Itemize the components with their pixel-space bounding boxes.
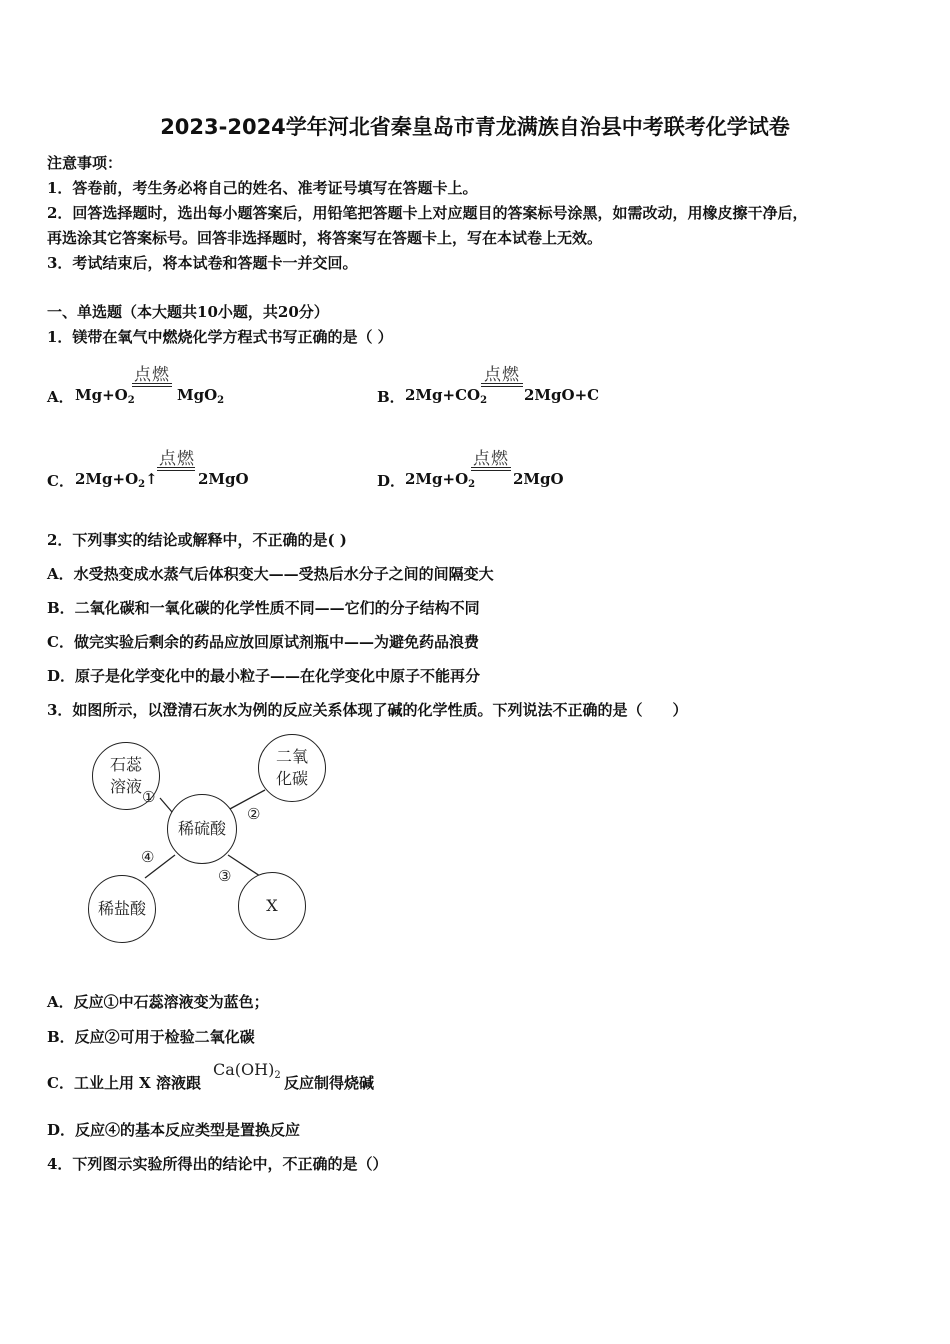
connector-1 <box>160 798 172 812</box>
label-reaction-4: ④ <box>141 848 155 866</box>
q3-option-b[interactable]: B．反应②可用于检验二氧化碳 <box>47 1028 255 1046</box>
equation-bar-bottom <box>471 470 511 471</box>
reaction-condition: 点燃 <box>134 365 170 385</box>
q4-stem: 4．下列图示实验所得出的结论中，不正确的是（） <box>47 1155 388 1173</box>
q3-stem: 3．如图所示，以澄清石灰水为例的反应关系体现了碱的化学性质。下列说法不正确的是（ ） <box>47 701 688 719</box>
equation-bar-bottom <box>132 386 172 387</box>
notice-item-2a: 2．回答选择题时，选出每小题答案后，用铅笔把答题卡上对应题目的答案标号涂黑，如需改动，用橡皮擦干净后， <box>47 204 808 222</box>
notice-item-2b: 再选涂其它答案标号。回答非选择题时，将答案写在答题卡上，写在本试卷上无效。 <box>47 229 603 247</box>
label-reaction-3: ③ <box>218 867 232 885</box>
option-label: D． <box>377 472 406 490</box>
equation-bar-bottom <box>481 386 523 387</box>
equation-products: 2MgO <box>513 470 564 488</box>
equation-bar-top <box>132 383 172 384</box>
equation-bar-top <box>471 467 511 468</box>
option-c-prefix: C．工业上用 X 溶液跟 <box>47 1074 202 1092</box>
page-title: 2023-2024学年河北省秦皇岛市青龙满族自治县中考联考化学试卷 <box>160 115 790 139</box>
q1-option-b[interactable] <box>377 360 677 406</box>
reaction-diagram <box>60 730 360 950</box>
q3-option-a[interactable]: A．反应①中石蕊溶液变为蓝色； <box>47 993 269 1011</box>
notice-item-1: 1．答卷前，考生务必将自己的姓名、准考证号填写在答题卡上。 <box>47 179 478 197</box>
reaction-condition: 点燃 <box>159 449 195 469</box>
connector-3 <box>228 855 260 876</box>
q2-option-b[interactable]: B．二氧化碳和一氧化碳的化学性质不同——它们的分子结构不同 <box>47 599 480 617</box>
reaction-condition: 点燃 <box>473 449 509 469</box>
label-reaction-2: ② <box>247 805 261 823</box>
q1-option-c[interactable] <box>47 444 347 490</box>
equation-products: 2MgO+C <box>524 386 600 404</box>
q2-option-a[interactable]: A．水受热变成水蒸气后体积变大——受热后水分子之间的间隔变大 <box>47 565 494 583</box>
equation-products: 2MgO <box>198 470 249 488</box>
q1-option-d[interactable] <box>377 444 677 490</box>
node-litmus: 石蕊 溶液 <box>92 742 160 810</box>
q2-stem: 2．下列事实的结论或解释中，不正确的是( ) <box>47 531 347 549</box>
node-center: 稀硫酸 <box>167 794 237 864</box>
equation-bar-bottom <box>157 470 195 471</box>
label-reaction-1: ① <box>142 788 156 806</box>
equation-reactants: $2Mg+CO_2$ <box>405 386 488 406</box>
node-x: X <box>238 872 306 940</box>
option-c-formula: $Ca(OH)_2$ <box>213 1060 281 1081</box>
node-hcl: 稀盐酸 <box>88 875 156 943</box>
equation-reactants: $2Mg+O_2$ <box>405 470 476 490</box>
q2-option-c[interactable]: C．做完实验后剩余的药品应放回原试剂瓶中——为避免药品浪费 <box>47 633 479 651</box>
reaction-condition: 点燃 <box>484 365 520 385</box>
equation-products: MgO$_2$ <box>177 386 225 406</box>
notice-item-3: 3．考试结束后，将本试卷和答题卡一并交回。 <box>47 254 358 272</box>
equation-reactants: $2Mg+O_2↑$ <box>75 470 158 490</box>
q3-option-d[interactable]: D．反应④的基本反应类型是置换反应 <box>47 1121 301 1139</box>
equation-bar-top <box>157 467 195 468</box>
equation-bar-top <box>481 383 523 384</box>
q1-stem: 1．镁带在氧气中燃烧化学方程式书写正确的是（ ） <box>47 328 393 346</box>
q1-option-a[interactable] <box>47 360 347 406</box>
option-label: A． <box>47 388 74 406</box>
node-co2: 二氧 化碳 <box>258 734 326 802</box>
q3-option-c[interactable] <box>47 1060 447 1092</box>
option-label: C． <box>47 472 74 490</box>
section-heading: 一、单选题（本大题共10小题，共20分） <box>47 303 329 321</box>
option-label: B． <box>377 388 405 406</box>
option-c-suffix: 反应制得烧碱 <box>284 1074 375 1092</box>
notice-heading: 注意事项： <box>47 154 123 172</box>
gas-arrow: ↑ <box>145 470 158 488</box>
equation-reactants: $Mg+O_2$ <box>75 386 135 406</box>
q2-option-d[interactable]: D．原子是化学变化中的最小粒子——在化学变化中原子不能再分 <box>47 667 481 685</box>
